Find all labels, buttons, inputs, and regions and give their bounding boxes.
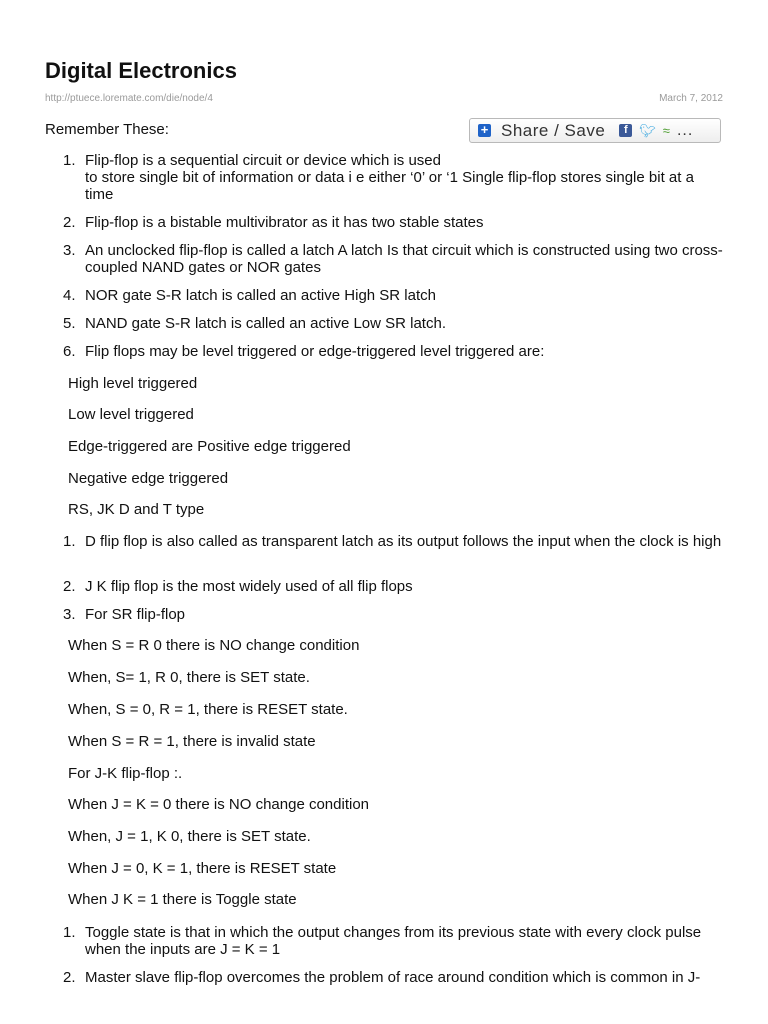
paragraph: RS, JK D and T type <box>68 501 205 518</box>
list-text-continued: to store single bit of information or data i e either ‘0’ or ‘1 Single flip-flop stores single bit at a time <box>85 169 694 203</box>
twitter-icon[interactable]: 🐦︎ <box>639 122 656 138</box>
list-number: 4. <box>63 287 76 304</box>
list-text: NOR gate S-R latch is called an active High SR latch <box>85 287 436 304</box>
list-number: 2. <box>63 578 76 595</box>
paragraph: Low level triggered <box>68 406 194 423</box>
paragraph: Edge-triggered are Positive edge triggered <box>68 438 351 455</box>
list-item <box>63 152 723 203</box>
list-number: 6. <box>63 343 76 360</box>
paragraph: When, J = 1, K 0, there is SET state. <box>68 828 311 845</box>
list-item <box>63 343 723 360</box>
list-text: D flip flop is also called as transparent latch as its output follows the input when the clock is high <box>85 533 722 550</box>
publish-date: March 7, 2012 <box>659 93 723 104</box>
paragraph: When J = 0, K = 1, there is RESET state <box>68 860 337 877</box>
stumbleupon-icon[interactable]: ≈ <box>662 123 670 138</box>
list-item <box>63 214 723 231</box>
list-number: 3. <box>63 242 76 259</box>
paragraph: When J = K = 0 there is NO change condition <box>68 796 370 813</box>
list-item <box>63 924 723 958</box>
list-number: 5. <box>63 315 76 332</box>
paragraph: When S = R 0 there is NO change condition <box>68 637 360 654</box>
source-url[interactable]: http://ptuece.loremate.com/die/node/4 <box>45 93 213 104</box>
list-number: 2. <box>63 969 76 986</box>
list-item <box>63 578 723 595</box>
list-item <box>63 315 723 332</box>
paragraph: Negative edge triggered <box>68 470 229 487</box>
list-text: Master slave flip-flop overcomes the problem of race around condition which is common in J- <box>85 969 701 986</box>
intro-heading: Remember These: <box>45 121 169 138</box>
list-text: Toggle state is that in which the output changes from its previous state with every clock pulse when the inputs are J = K = 1 <box>85 924 702 958</box>
list-item <box>63 242 723 276</box>
page-title: Digital Electronics <box>45 58 237 83</box>
list-item <box>63 533 723 550</box>
list-text: NAND gate S-R latch is called an active Low SR latch. <box>85 315 446 332</box>
list-item <box>63 969 723 986</box>
facebook-icon[interactable]: f <box>619 124 632 137</box>
list-text: J K flip flop is the most widely used of all flip flops <box>85 578 413 595</box>
paragraph: For J-K flip-flop :. <box>68 765 183 782</box>
paragraph: When, S= 1, R 0, there is SET state. <box>68 669 310 686</box>
list-item <box>63 606 723 623</box>
paragraph: High level triggered <box>68 375 198 392</box>
list-text: Flip-flop is a bistable multivibrator as it has two stable states <box>85 214 484 231</box>
list-number: 1. <box>63 924 76 941</box>
list-text: Flip-flop is a sequential circuit or device which is used <box>85 152 441 169</box>
plus-icon: + <box>478 124 491 137</box>
paragraph: When, S = 0, R = 1, there is RESET state. <box>68 701 348 718</box>
list-number: 1. <box>63 152 76 169</box>
paragraph: When J K = 1 there is Toggle state <box>68 891 297 908</box>
paragraph: When S = R = 1, there is invalid state <box>68 733 316 750</box>
share-label: Share / Save <box>501 120 606 140</box>
meta-line <box>45 93 723 104</box>
list-item <box>63 287 723 304</box>
list-number: 2. <box>63 214 76 231</box>
more-icon[interactable]: ... <box>676 121 694 139</box>
share-save-button[interactable] <box>469 118 721 143</box>
list-number: 1. <box>63 533 76 550</box>
list-text: Flip flops may be level triggered or edge-triggered level triggered are: <box>85 343 545 360</box>
list-text: For SR flip-flop <box>85 606 186 623</box>
list-number: 3. <box>63 606 76 623</box>
list-text: An unclocked flip-flop is called a latch A latch Is that circuit which is constructed using two cross-coupled NAND gates or NOR gates <box>85 242 723 276</box>
